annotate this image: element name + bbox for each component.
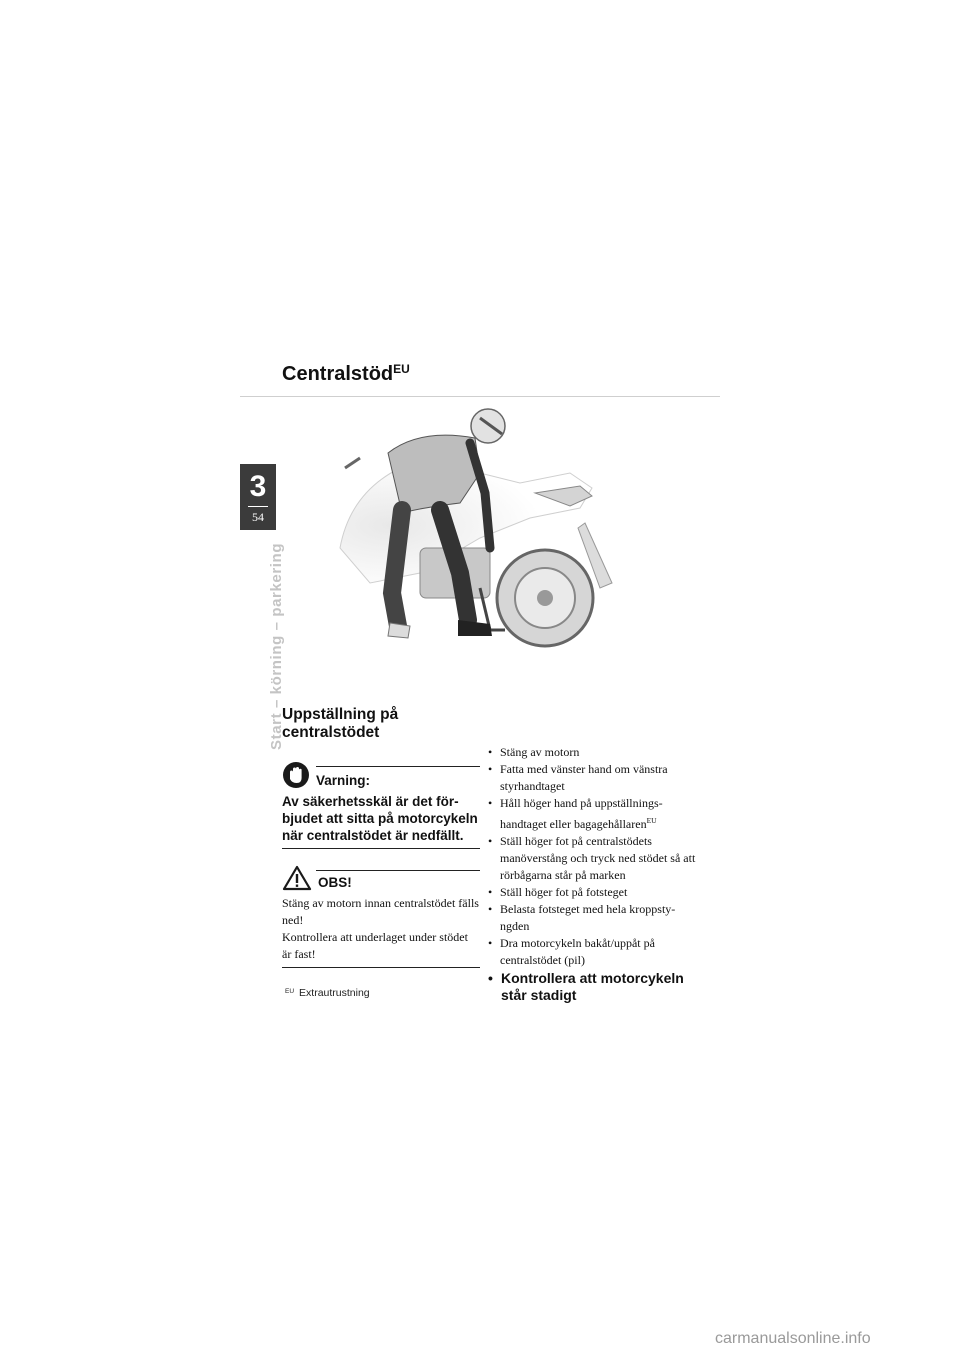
list-item: • Belasta fotsteget med hela kroppsty-ngden	[488, 901, 698, 935]
footnote-text: Extrautrustning	[299, 987, 370, 999]
section-heading-line1: Uppställning på	[282, 706, 399, 723]
list-item: • Ställ höger fot på fotsteget	[488, 884, 698, 901]
rider-left-boot	[388, 623, 410, 638]
page-title-text: Centralstöd	[282, 363, 394, 385]
helmet	[471, 409, 505, 443]
page-title	[282, 362, 410, 386]
footnote	[285, 987, 370, 999]
step-superscript: EU	[646, 816, 657, 825]
rider-left-leg	[392, 510, 402, 626]
list-item: • Dra motorcykeln bakåt/uppåt på centralstödet (pil)	[488, 935, 698, 969]
obs-line-1: Stäng av motorn innan centralstödet fälls ned!	[282, 896, 479, 927]
page-title-superscript: EU	[393, 362, 410, 376]
warning-hand-icon	[282, 761, 310, 789]
watermark[interactable]: carmanualsonline.info	[715, 1330, 871, 1347]
warning-bottom-rule	[282, 848, 480, 849]
chapter-number: 3	[249, 470, 267, 503]
obs-box	[282, 870, 480, 968]
section-heading	[282, 706, 398, 742]
footnote-mark: EU	[285, 988, 295, 995]
obs-bottom-rule	[282, 967, 480, 968]
warning-box	[282, 766, 480, 849]
obs-line-2: Kontrollera att underlaget under stödet är fast!	[282, 930, 468, 961]
list-item: • Håll höger hand på uppställnings-handtaget eller bagagehållaren$^{EU}$	[488, 795, 698, 833]
page-number: 54	[252, 510, 264, 524]
title-divider	[240, 396, 720, 397]
warning-text: Av säkerhetsskäl är det för-bjudet att sitta på motorcykeln när centralstödet är nedfällt.	[282, 794, 478, 843]
chapter-side-label: Start – körning – parkering	[268, 542, 285, 750]
list-item: • Fatta med vänster hand om vänstra styrhandtaget	[488, 761, 698, 795]
mirror	[345, 458, 360, 468]
exclamation-triangle-icon	[282, 865, 312, 891]
rear-hub	[537, 590, 553, 606]
section-heading-line2: centralstödet	[282, 724, 380, 741]
warning-label: Varning:	[316, 773, 371, 788]
final-step: • Kontrollera att motorcykeln står stadigt	[488, 970, 698, 1004]
obs-text	[282, 895, 480, 967]
chapter-tab	[240, 464, 276, 530]
list-item: • Ställ höger fot på centralstödets manöverstång och tryck ned stödet så att rörbågarna står på marken	[488, 833, 698, 884]
chapter-divider	[248, 506, 268, 507]
list-item: • Stäng av motorn	[488, 744, 698, 761]
motorcycle-center-stand-illustration	[330, 398, 630, 658]
steps-list	[488, 744, 698, 1004]
obs-label: OBS!	[318, 875, 352, 890]
